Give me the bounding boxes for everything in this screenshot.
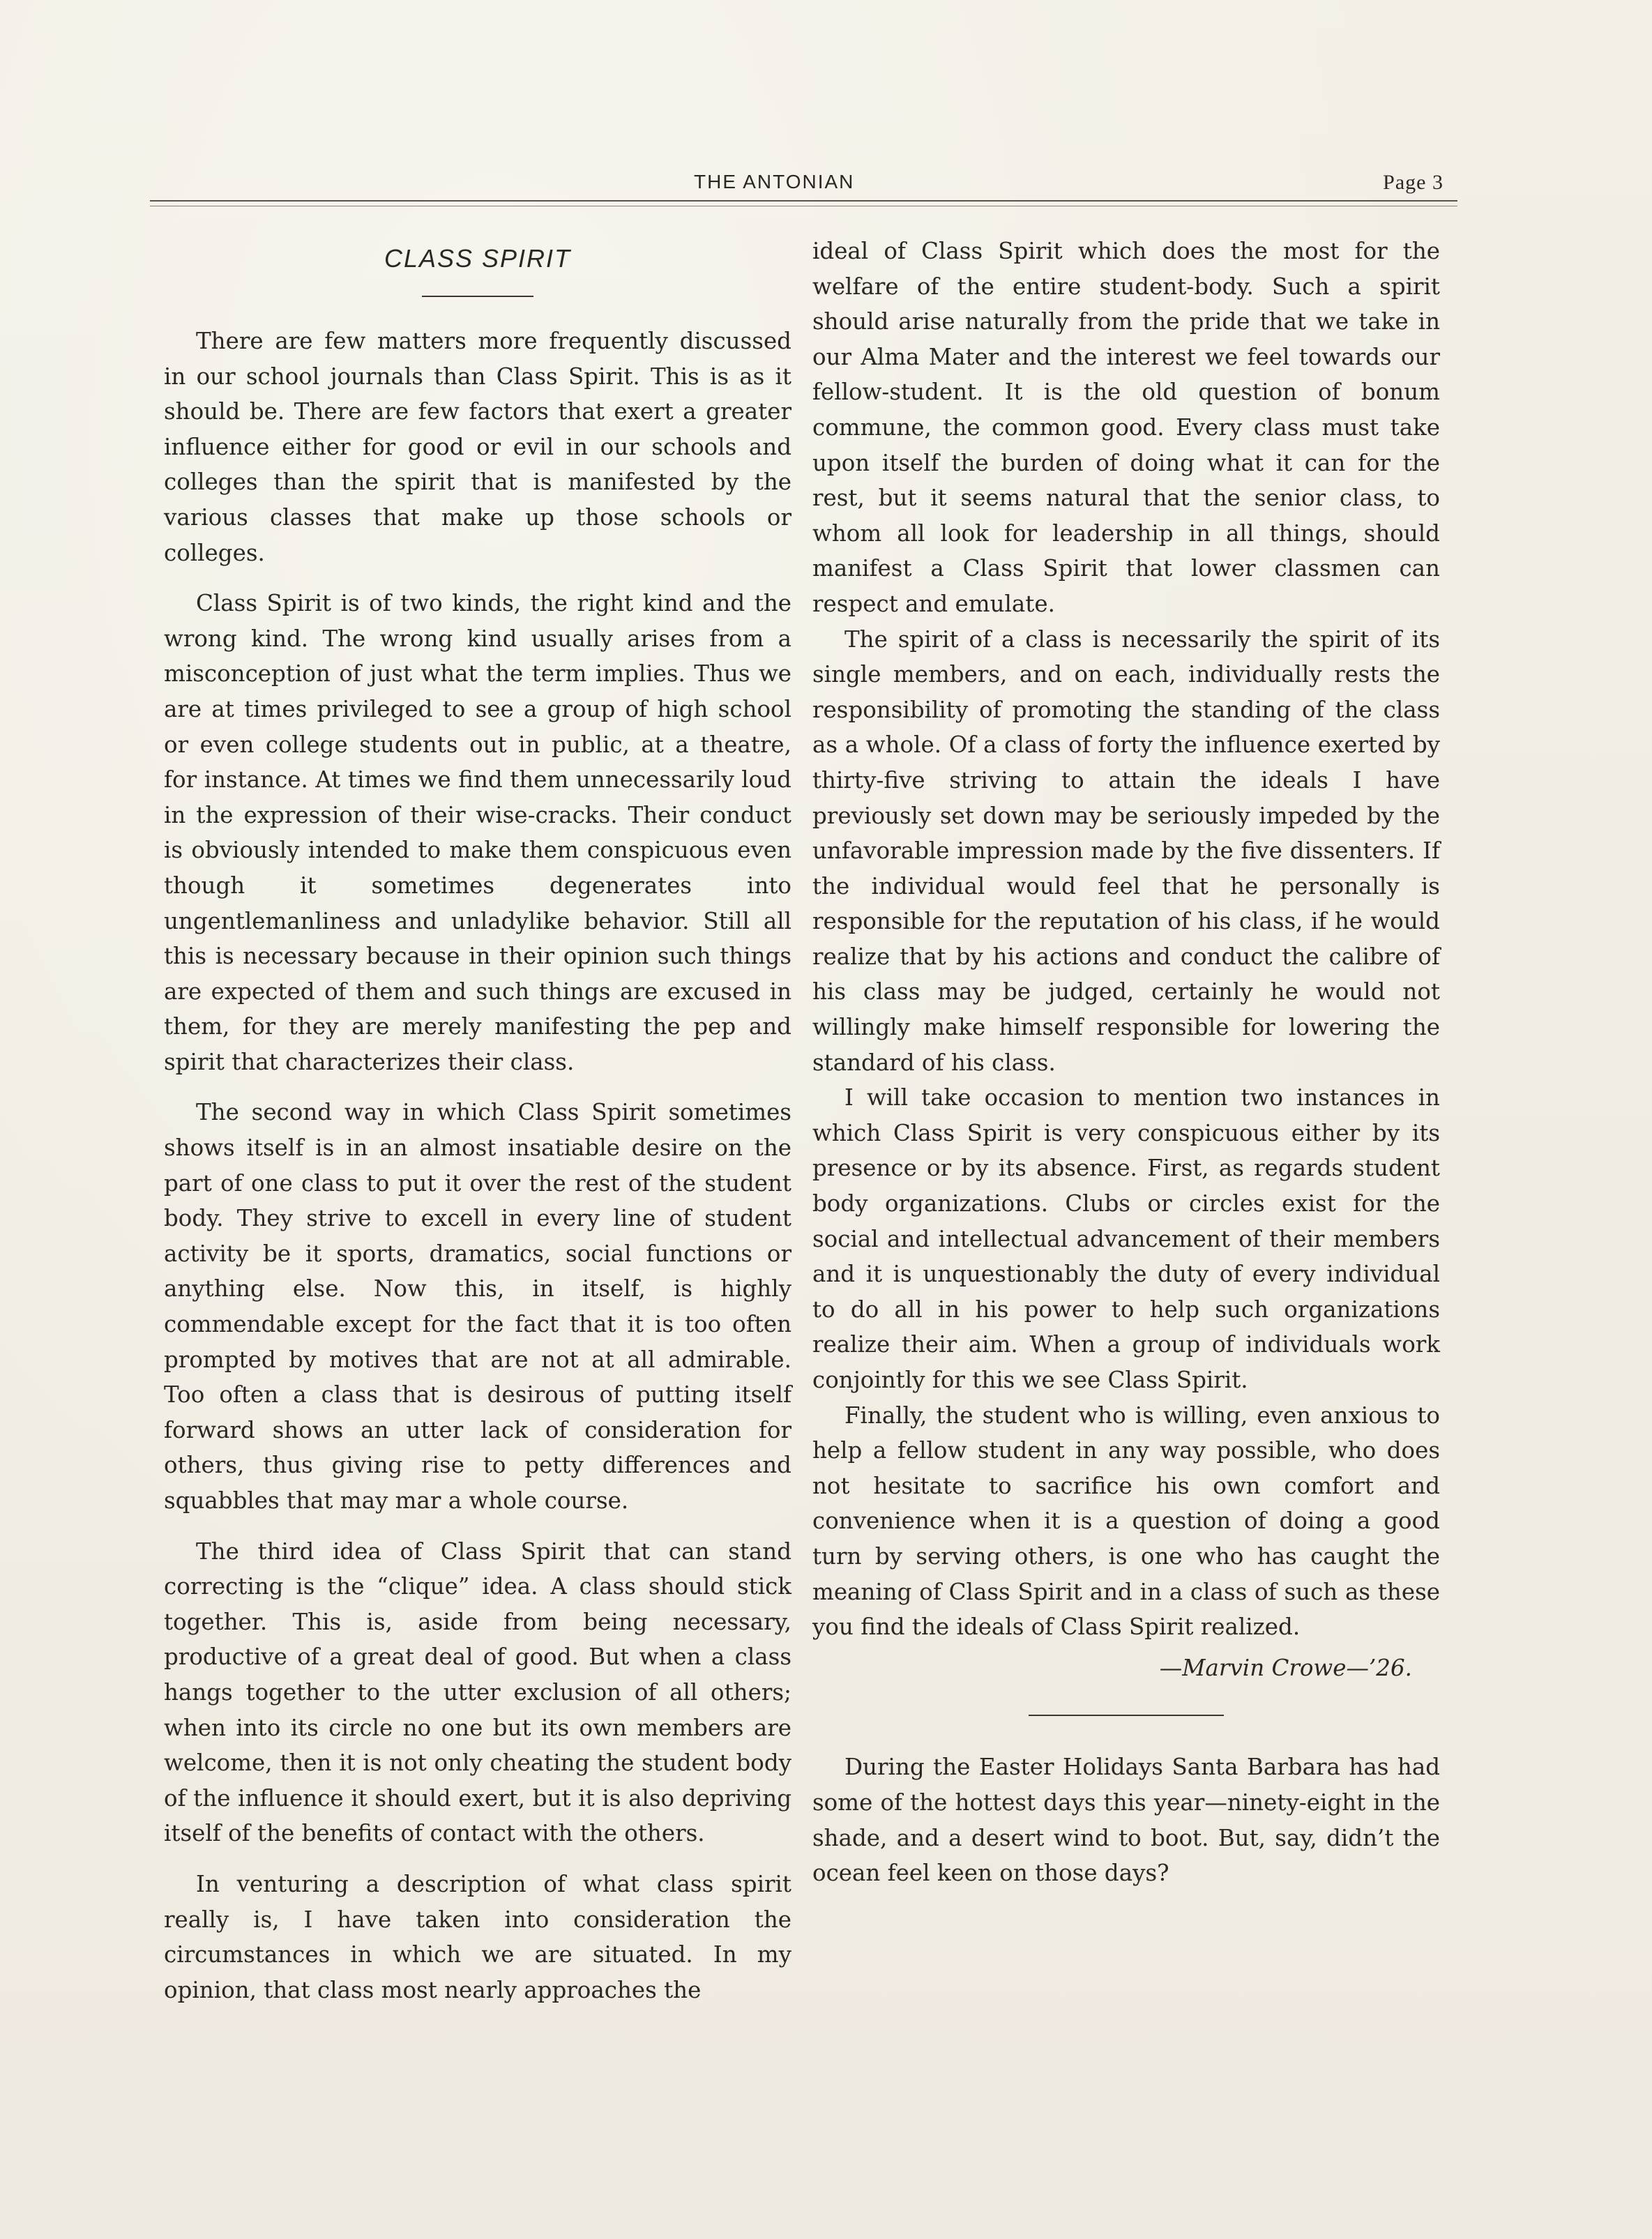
paragraph: I will take occasion to mention two instances in which Class Spirit is very conspicuous either by its presence or by its absence. First, as regards student body organizations. Clubs or circles exist for the social and intellectual advancement of their members and it is unquestionably the duty of every individual to do all in his power to help such organizations realize their aim. When a group of individuals work conjointly for this we see Class Spirit.	[812, 1084, 1440, 1393]
section-divider	[1029, 1715, 1224, 1716]
paragraph: In venturing a description of what class spirit really is, I have taken into consideration the circumstances in which we are situated. In my opinion, that class most nearly approaches the	[164, 1870, 791, 2003]
author-signature: —Marvin Crowe—’26.	[1159, 1654, 1412, 1681]
paragraph: Finally, the student who is willing, even anxious to help a fellow student in any way possible, who does not hesitate to sacrifice his own comfort and convenience when it is a question of doing a good turn by serving others, is one who has caught the meaning of Class Spirit and in a class of such as these you find the ideals of Class Spirit realized.	[812, 1402, 1440, 1641]
header-rule	[150, 200, 1457, 202]
publication-title: THE ANTONIAN	[694, 171, 855, 192]
paragraph: Class Spirit is of two kinds, the right kind and the wrong kind. The wrong kind usually arises from a misconception of just what the term implies. Thus we are at times privileged to see a group of high school or even college students out in public, at a theatre, for instance. At times we find them unnecessarily loud in the expression of their wise-cracks. Their conduct is obviously intended to make them conspicuous even though it sometimes degenerates into ungentlemanliness and unladylike behavior. Still all this is necessary because in their opinion such things are expected of them and such things are excused in them, for they are merely manifesting the pep and spirit that characterizes their class.	[164, 590, 791, 1075]
page-header	[150, 171, 1457, 213]
paragraph-continued: ideal of Class Spirit which does the most for the welfare of the entire student-body. Such a spirit should arise naturally from the pride that we take in our Alma Mater and the interest we feel towards our fellow-student. It is the old question of bonum commune, the common good. Every class must take upon itself the burden of doing what it can for the rest, but it seems natural that the senior class, to whom all look for leadership in all things, should manifest a Class Spirit that lower classmen can respect and emulate.	[812, 238, 1440, 617]
paragraph: The spirit of a class is necessarily the spirit of its single members, and on each, individually rests the responsibility of promoting the standing of the class as a whole. Of a class of forty the influence exerted by thirty-five striving to attain the ideals I have previously set down may be seriously impeded by the unfavorable impression made by the five dissenters. If the individual would feel that he personally is responsible for the reputation of his class, if he would realize that by his actions and conduct the calibre of his class may be judged, certainly he would not willingly make himself responsible for lowering the standard of his class.	[812, 625, 1440, 1076]
paragraph: The second way in which Class Spirit sometimes shows itself is in an almost insatiable desire on the part of one class to put it over the rest of the student body. They strive to excell in every line of student activity be it sports, dramatics, social functions or anything else. Now this, in itself, is highly commendable except for the fact that it is too often prompted by motives that are not at all admirable. Too often a class that is desirous of putting itself forward shows an utter lack of consideration for others, thus giving rise to petty differences and squabbles that may mar a whole course.	[164, 1099, 791, 1514]
note-paragraph: During the Easter Holidays Santa Barbara has had some of the hottest days this year—ninety-eight in the shade, and a desert wind to boot. But, say, didn’t the ocean feel keen on those days?	[812, 1754, 1440, 1887]
paragraph: There are few matters more frequently discussed in our school journals than Class Spirit. This is as it should be. There are few factors that exert a greater influence either for good or evil in our schools and colleges than the spirit that is manifested by the various classes that make up those schools or colleges.	[164, 328, 791, 566]
right-column	[812, 234, 1440, 1891]
page-number: Page 3	[1383, 171, 1443, 194]
paragraph: The third idea of Class Spirit that can stand correcting is the “clique” idea. A class should stick together. This is, aside from being necessary, productive of a great deal of good. But when a class hangs together to the utter exclusion of all others; when into its circle no one but its own members are welcome, then it is not only cheating the student body of the influence it should exert, but it is also depriving itself of the benefits of contact with the others.	[164, 1538, 791, 1847]
heading-rule	[422, 296, 533, 297]
left-column	[164, 237, 791, 2007]
article-heading: CLASS SPIRIT	[384, 244, 572, 273]
